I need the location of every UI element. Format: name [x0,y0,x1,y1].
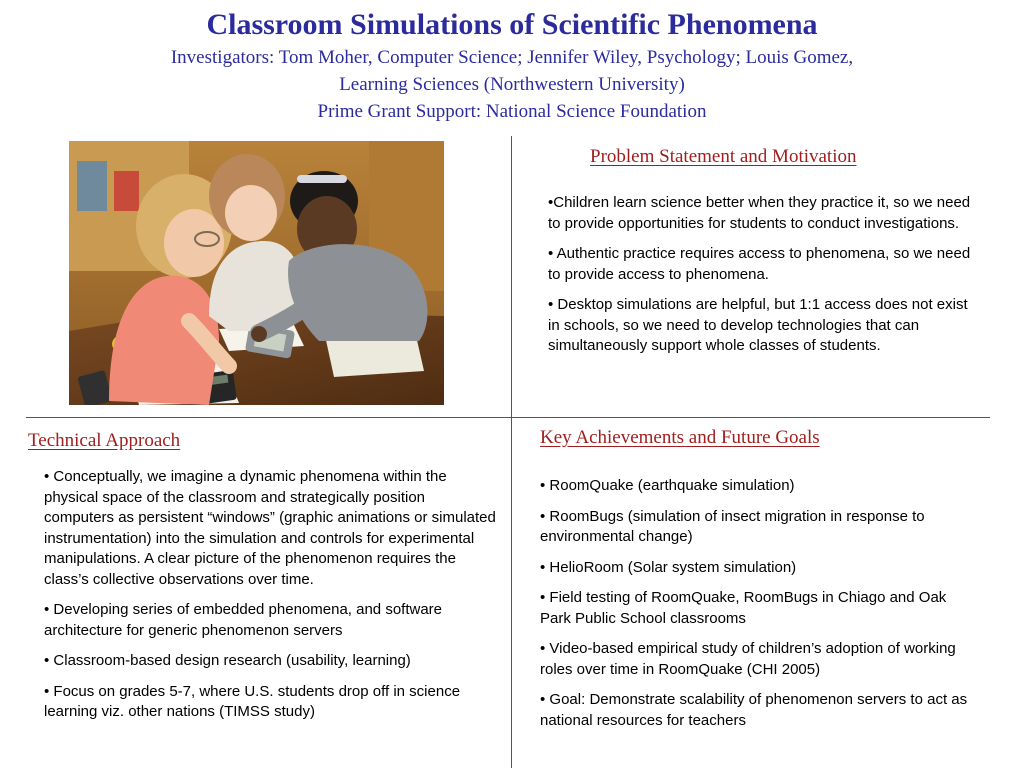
list-item: • RoomQuake (earthquake simulation) [540,477,795,494]
list-item: • Developing series of embedded phenomena, and software architecture for generic phenomenon servers [44,601,443,639]
classroom-photo [69,141,444,405]
technical-approach-list [44,467,498,733]
list-item: • Classroom-based design research (usability, learning) [44,652,411,669]
vertical-divider [511,136,512,768]
problem-statement-heading: Problem Statement and Motivation [590,146,857,167]
list-item: • Desktop simulations are helpful, but 1:1 access does not exist in schools, so we need to develop technologies that can simultaneously support whole classes of students. [548,296,968,354]
problem-statement-list [548,193,978,367]
list-item: • Conceptually, we imagine a dynamic phenomena within the physical space of the classroom and strategically position computers as persistent “windows” (graphic animations or simulated instrumentation) into the simulation and controls for experimental manipulations. A clear picture of the phenomenon requires the class’s collective observations over time. [44,468,496,588]
poster-header [0,6,1024,125]
investigators-line-2: Learning Sciences (Northwestern University) [339,74,685,95]
poster-title: Classroom Simulations of Scientific Phenomena [206,8,818,41]
list-item: • Goal: Demonstrate scalability of phenomenon servers to act as national resources for teachers [540,691,968,729]
key-achievements-heading: Key Achievements and Future Goals [540,427,820,448]
key-achievements-list [540,476,972,741]
horizontal-divider [26,417,990,418]
grant-support: Prime Grant Support: National Science Foundation [317,101,707,122]
list-item: • RoomBugs (simulation of insect migration in response to environmental change) [540,507,925,545]
list-item: • Authentic practice requires access to phenomena, so we need to provide access to phenomena. [548,245,971,283]
list-item: • Video-based empirical study of children’s adoption of working roles over time in RoomQuake (CHI 2005) [540,640,956,678]
list-item: • Field testing of RoomQuake, RoomBugs in Chiago and Oak Park Public School classrooms [540,589,947,627]
list-item: • Focus on grades 5-7, where U.S. students drop off in science learning viz. other nations (TIMSS study) [44,682,461,720]
technical-approach-heading: Technical Approach [28,430,181,451]
list-item: •Children learn science better when they practice it, so we need to provide opportunities for students to conduct investigations. [548,194,971,232]
list-item: • HelioRoom (Solar system simulation) [540,558,797,576]
investigators-line-1: Investigators: Tom Moher, Computer Science; Jennifer Wiley, Psychology; Louis Gomez, [170,47,854,68]
